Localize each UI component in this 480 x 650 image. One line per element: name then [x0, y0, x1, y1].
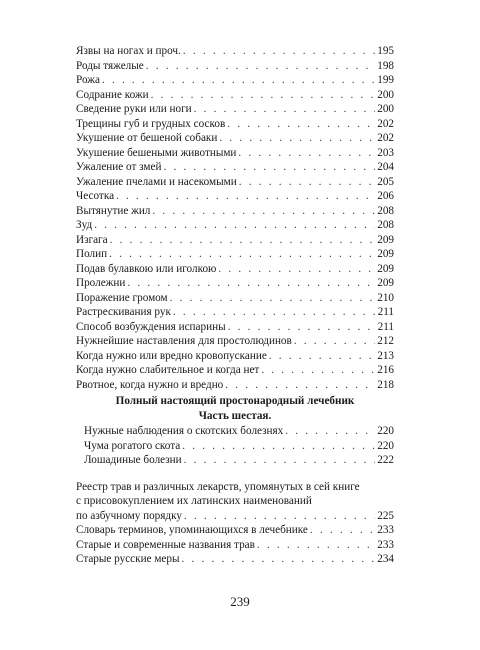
- leader-dots: [194, 102, 376, 117]
- toc-entry-page: 220: [377, 439, 394, 452]
- toc-entry: [76, 175, 394, 190]
- toc-entry-page: 209: [377, 262, 394, 275]
- toc-entry-title: Чесотка: [76, 190, 115, 202]
- toc-entry-page: 202: [377, 132, 394, 144]
- toc-entry: [76, 453, 394, 468]
- leader-dots: [269, 349, 375, 364]
- leader-dots: [102, 73, 375, 88]
- toc-entry: [76, 439, 394, 454]
- toc-entry: [76, 247, 394, 262]
- toc-entry: [76, 363, 394, 378]
- part-heading-number: Часть шестая.: [198, 410, 272, 422]
- toc-entry-page: 209: [377, 277, 394, 289]
- toc-entry-title: Когда нужно или вредно кровопускание: [76, 349, 267, 362]
- toc-entry-page: 208: [377, 204, 394, 217]
- toc-entry-page: 209: [377, 248, 394, 260]
- leader-dots: [151, 88, 376, 103]
- leader-dots: [152, 204, 375, 219]
- toc-entry-page: 220: [377, 425, 394, 437]
- toc-entry-title: Содрание кожи: [76, 88, 149, 101]
- toc-entry: [76, 44, 394, 59]
- toc-entry-page: 199: [377, 74, 394, 86]
- toc-entry-page: 213: [377, 349, 394, 362]
- toc-entry: [76, 59, 394, 74]
- toc-entry-page: 195: [377, 45, 394, 57]
- leader-dots: [227, 117, 375, 132]
- leader-dots: [183, 44, 375, 59]
- toc-entry: [76, 204, 394, 219]
- toc-entry-page: 204: [377, 161, 394, 173]
- toc-entry: [76, 102, 394, 117]
- toc-entry-title: Изгага: [76, 233, 108, 246]
- toc-entry: [76, 117, 394, 132]
- toc-entry-page: 200: [377, 88, 394, 101]
- toc-entry-page: 234: [377, 553, 394, 565]
- toc-entry-page: 212: [377, 335, 394, 347]
- toc-entry-page: 222: [377, 454, 394, 466]
- toc-entry-title: Старые и современные названия трав: [76, 538, 255, 551]
- toc-entry-title: Нужнейшие наставления для простолюдинов: [76, 335, 292, 347]
- toc-entry-page: 210: [377, 291, 394, 304]
- leader-dots: [170, 291, 376, 306]
- toc-tail-list: [76, 523, 394, 567]
- toc-entry-title: Словарь терминов, упоминающихся в лечебнике: [76, 524, 308, 536]
- toc-entry-page: 203: [377, 146, 394, 159]
- toc-entry-title: по азбучному порядку: [76, 509, 182, 522]
- toc-entry: [76, 233, 394, 248]
- toc-main-list: [76, 44, 394, 392]
- leader-dots: [285, 424, 375, 439]
- leader-dots: [310, 523, 375, 538]
- toc-entry-title: Пролежни: [76, 277, 126, 289]
- leader-dots: [261, 363, 375, 378]
- leader-dots: [127, 276, 375, 291]
- toc-entry-title: Укушение от бешеной собаки: [76, 132, 218, 144]
- toc-part6-list: [76, 424, 394, 468]
- toc-entry: [76, 424, 394, 439]
- toc-entry: [76, 538, 394, 553]
- toc-entry-title: Поражение громом: [76, 291, 168, 304]
- toc-entry-page: 233: [377, 538, 394, 551]
- toc-entry: [76, 276, 394, 291]
- toc-entry-title: Полип: [76, 248, 108, 260]
- toc-entry: [76, 88, 394, 103]
- toc-entry-title: Подав булавкою или иголкою: [76, 262, 217, 275]
- toc-entry-title: Рвотное, когда нужно и вредно: [76, 378, 224, 391]
- toc-entry-title: Трещины губ и грудных сосков: [76, 117, 226, 130]
- toc-entry: [76, 334, 394, 349]
- toc-entry: [76, 73, 394, 88]
- toc-entry-page: 198: [377, 59, 394, 72]
- toc-entry-title: Ужаление от змей: [76, 161, 162, 173]
- toc-entry: [76, 131, 394, 146]
- leader-dots: [238, 146, 375, 161]
- toc-entry-page: 225: [377, 509, 394, 522]
- toc-entry-page: 233: [377, 524, 394, 536]
- part-heading-title: Полный настоящий простонародный лечебник: [115, 395, 355, 407]
- toc-entry-page: 211: [377, 306, 394, 318]
- leader-dots: [163, 160, 375, 175]
- toc-entry-title: Ужаление пчелами и насекомыми: [76, 175, 237, 188]
- leader-dots: [173, 305, 376, 320]
- toc-entry-page: 218: [377, 378, 394, 391]
- leader-dots: [225, 378, 375, 393]
- toc-entry-title: Когда нужно слабительное и когда нет: [76, 364, 260, 376]
- toc-entry-title: Вытянутие жил: [76, 204, 151, 217]
- toc-entry-title: Зуд: [76, 219, 93, 231]
- toc-entry-page: 208: [377, 219, 394, 231]
- toc-entry-title: Лошадиные болезни: [84, 454, 182, 466]
- registry-line-1: Реестр трав и различных лекарств, упомянутых в сей книге: [76, 480, 360, 493]
- toc-entry: [76, 349, 394, 364]
- toc-entry-title: Рожа: [76, 74, 100, 86]
- toc-entry: [76, 218, 394, 233]
- toc-entry-page: 209: [377, 233, 394, 246]
- toc-entry-title: Чума рогатого скота: [84, 439, 181, 452]
- toc-entry: [76, 320, 394, 335]
- leader-dots: [182, 439, 375, 454]
- toc-entry: [76, 305, 394, 320]
- toc-entry: [76, 189, 394, 204]
- toc-entry-page: 202: [377, 117, 394, 130]
- leader-dots: [257, 538, 375, 553]
- toc-entry-page: 206: [377, 190, 394, 202]
- toc-entry: [76, 378, 394, 393]
- leader-dots: [146, 59, 375, 74]
- leader-dots: [228, 320, 376, 335]
- toc-entry-title: Нужные наблюдения о скотских болезнях: [84, 425, 284, 437]
- page-number: 239: [230, 594, 250, 609]
- toc-entry: [76, 262, 394, 277]
- registry-line-2: с присовокуплением их латинских наименований: [76, 495, 312, 507]
- toc-entry-title: Роды тяжелые: [76, 59, 144, 72]
- leader-dots: [239, 175, 375, 190]
- table-of-contents: [76, 44, 394, 567]
- toc-entry-page: 211: [377, 320, 394, 333]
- leader-dots: [110, 233, 376, 248]
- toc-entry: [76, 146, 394, 161]
- leader-dots: [182, 552, 376, 567]
- leader-dots: [219, 131, 375, 146]
- leader-dots: [184, 453, 376, 468]
- leader-dots: [116, 189, 375, 204]
- leader-dots: [218, 262, 375, 277]
- toc-entry-page: 205: [377, 175, 394, 188]
- leader-dots: [94, 218, 375, 233]
- toc-entry-page: 216: [377, 364, 394, 376]
- leader-dots: [109, 247, 375, 262]
- toc-entry: [76, 160, 394, 175]
- toc-entry: [76, 523, 394, 538]
- toc-entry-title: Растрескивания рук: [76, 306, 171, 318]
- toc-entry-title: Старые русские меры: [76, 553, 180, 565]
- toc-entry: [76, 291, 394, 306]
- leader-dots: [294, 334, 375, 349]
- toc-entry-page: 200: [377, 103, 394, 115]
- toc-entry-title: Способ возбуждения испарины: [76, 320, 226, 333]
- toc-entry-title: Укушение бешеными животными: [76, 146, 237, 159]
- leader-dots: [184, 509, 375, 524]
- toc-entry: [76, 552, 394, 567]
- toc-entry: [76, 509, 394, 524]
- toc-entry-title: Язвы на ногах и проч.: [76, 45, 181, 57]
- toc-entry-title: Сведение руки или ноги: [76, 103, 192, 115]
